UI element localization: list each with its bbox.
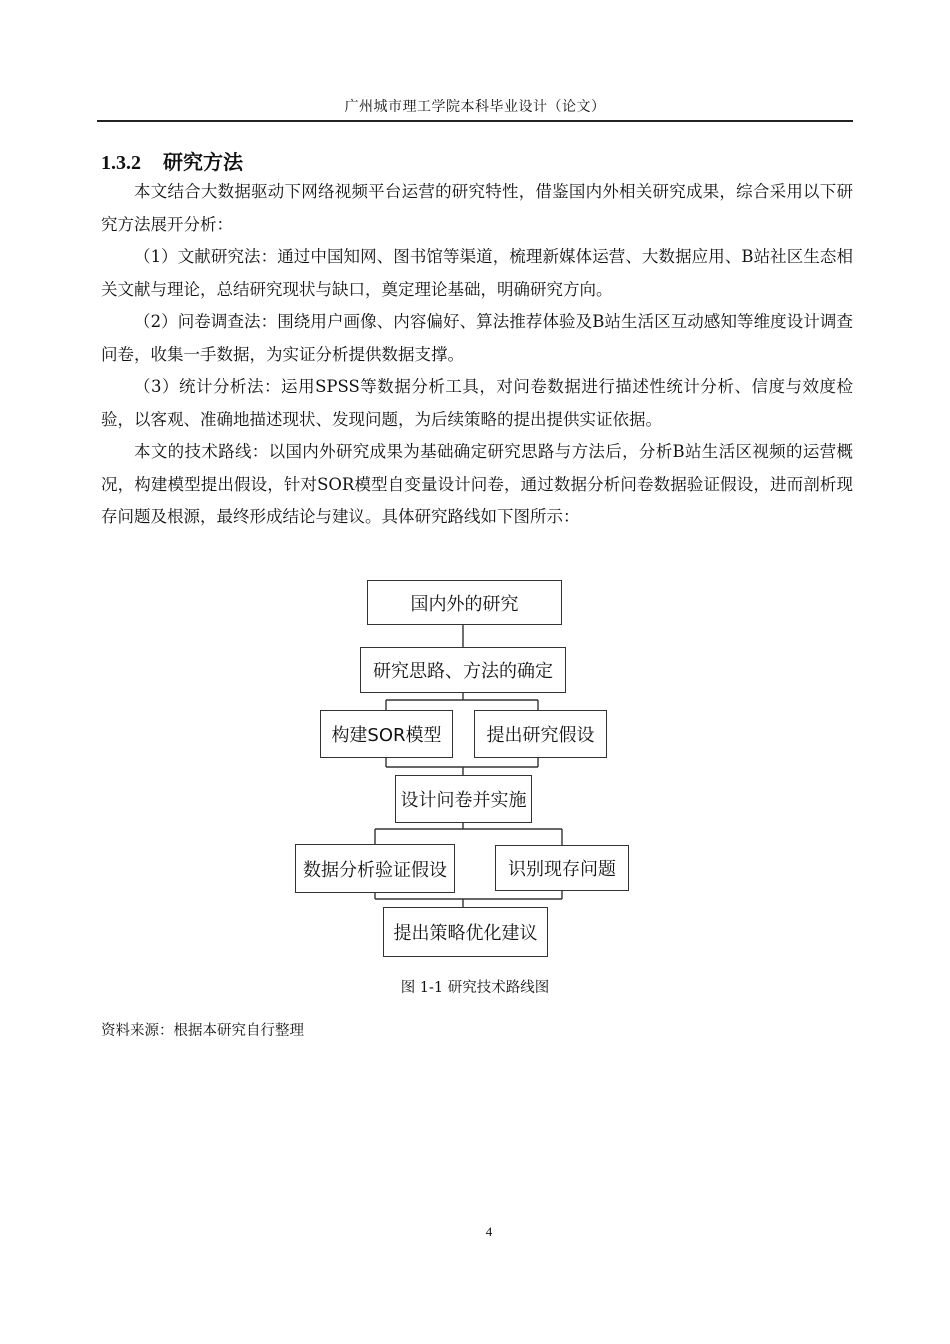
technical-route-flowchart — [288, 574, 638, 970]
flow-node-problems: 识别现存问题 — [495, 845, 629, 891]
paragraph-intro: 本文结合大数据驱动下网络视频平台运营的研究特性，借鉴国内外相关研究成果，综合采用以下研究方法展开分析： — [101, 182, 853, 234]
flow-node-hypothesis: 提出研究假设 — [474, 710, 607, 758]
flow-node-questionnaire: 设计问卷并实施 — [395, 775, 532, 823]
paragraph-literature-method: （1）文献研究法：通过中国知网、图书馆等渠道，梳理新媒体运营、大数据应用、B站社区生态相关文献与理论，总结研究现状与缺口，奠定理论基础，明确研究方向。 — [101, 247, 853, 299]
flow-node-approach: 研究思路、方法的确定 — [360, 647, 566, 693]
paragraph-technical-route: 本文的技术路线：以国内外研究成果为基础确定研究思路与方法后，分析B站生活区视频的运营概况，构建模型提出假设，针对SOR模型自变量设计问卷，通过数据分析问卷数据验证假设，进而剖析现存问题及根源，最终形成结论与建议。具体研究路线如下图所示： — [101, 442, 853, 526]
section-heading — [101, 146, 243, 175]
paragraph-statistics-method: （3）统计分析法：运用SPSS等数据分析工具，对问卷数据进行描述性统计分析、信度与效度检验，以客观、准确地描述现状、发现问题，为后续策略的提出提供实证依据。 — [101, 377, 853, 429]
flow-node-suggestions: 提出策略优化建议 — [383, 907, 548, 957]
section-number: 1.3.2 — [101, 152, 141, 174]
header-divider — [97, 120, 853, 122]
figure-source: 资料来源：根据本研究自行整理 — [101, 1023, 304, 1039]
flow-node-research: 国内外的研究 — [367, 580, 562, 625]
page-number: 4 — [485, 1224, 493, 1239]
paragraph-survey-method: （2）问卷调查法：围绕用户画像、内容偏好、算法推荐体验及B站生活区互动感知等维度设计调查问卷，收集一手数据，为实证分析提供数据支撑。 — [101, 312, 853, 364]
figure-caption: 图 1-1 研究技术路线图 — [400, 980, 550, 996]
section-title: 研究方法 — [163, 150, 243, 174]
body-text — [101, 176, 853, 534]
page-header: 广州城市理工学院本科毕业设计（论文） — [344, 99, 606, 115]
flow-node-verify: 数据分析验证假设 — [295, 844, 455, 893]
flow-node-sor-model: 构建SOR模型 — [320, 710, 453, 758]
